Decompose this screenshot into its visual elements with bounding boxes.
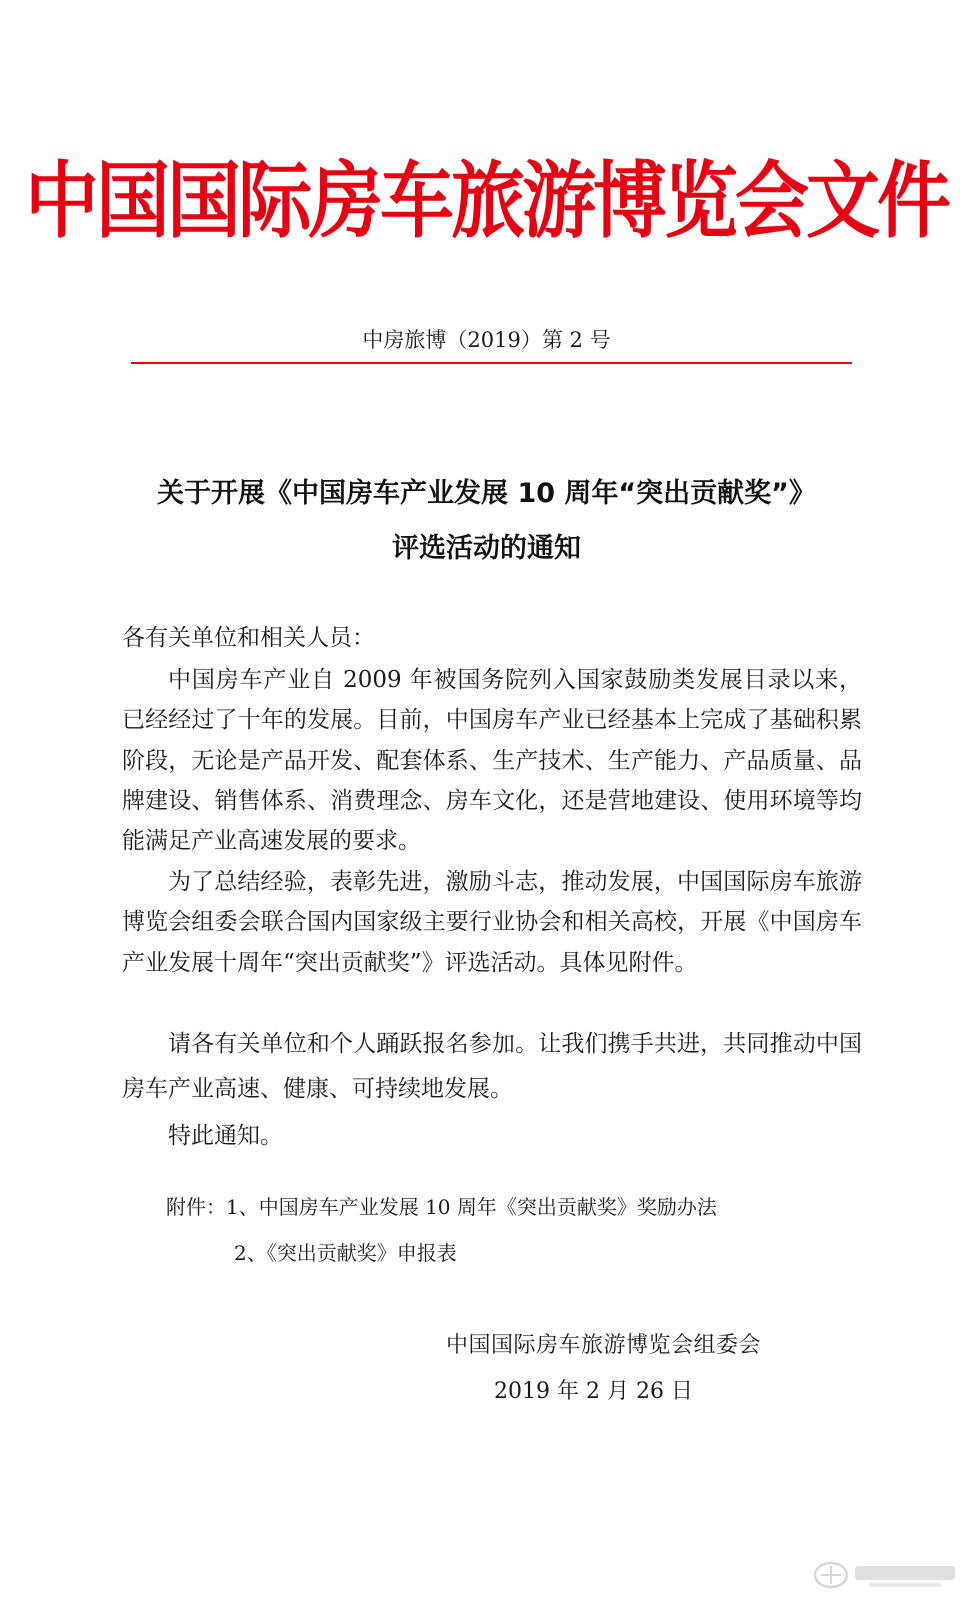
document-header-title: 中国国际房车旅游博览会文件 <box>25 153 948 250</box>
salutation: 各有关单位和相关人员： <box>122 625 375 651</box>
body-paragraph-1: 中国房车产业自 2009 年被国务院列入国家鼓励类发展目录以来，已经经过了十年的发展。目前，中国房车产业已经基本上完成了基础积累阶段，无论是产品开发、配套体系、生产技术、生产能力、产品质量、品牌建设、销售体系、消费理念、房车文化，还是营地建设、使用环境等均能满足产业高速发展的要求。 <box>122 667 862 855</box>
signature-organization: 中国国际房车旅游博览会组委会 <box>446 1333 762 1358</box>
site-logo-watermark-icon <box>811 1558 961 1592</box>
notice-title-line-1: 关于开展《中国房车产业发展 10 周年“突出贡献奖”》 <box>157 478 816 509</box>
body-paragraph-3: 请各有关单位和个人踊跃报名参加。让我们携手共进，共同推动中国房车产业高速、健康、可持续地发展。 <box>122 1031 862 1102</box>
closing-line: 特此通知。 <box>168 1123 283 1149</box>
notice-title-line-2: 评选活动的通知 <box>392 533 581 564</box>
signature-date: 2019 年 2 月 26 日 <box>494 1379 693 1404</box>
body-paragraph-2: 为了总结经验，表彰先进，激励斗志，推动发展，中国国际房车旅游博览会组委会联合国内国家级主要行业协会和相关高校，开展《中国房车产业发展十周年“突出贡献奖”》评选活动。具体见附件。 <box>122 869 862 976</box>
attachment-item-1: 附件：1、中国房车产业发展 10 周年《突出贡献奖》奖励办法 <box>166 1195 717 1219</box>
attachment-item-2: 2、《突出贡献奖》申报表 <box>234 1241 457 1265</box>
red-divider-line <box>131 362 852 364</box>
document-number: 中房旅博（2019）第 2 号 <box>362 328 611 352</box>
